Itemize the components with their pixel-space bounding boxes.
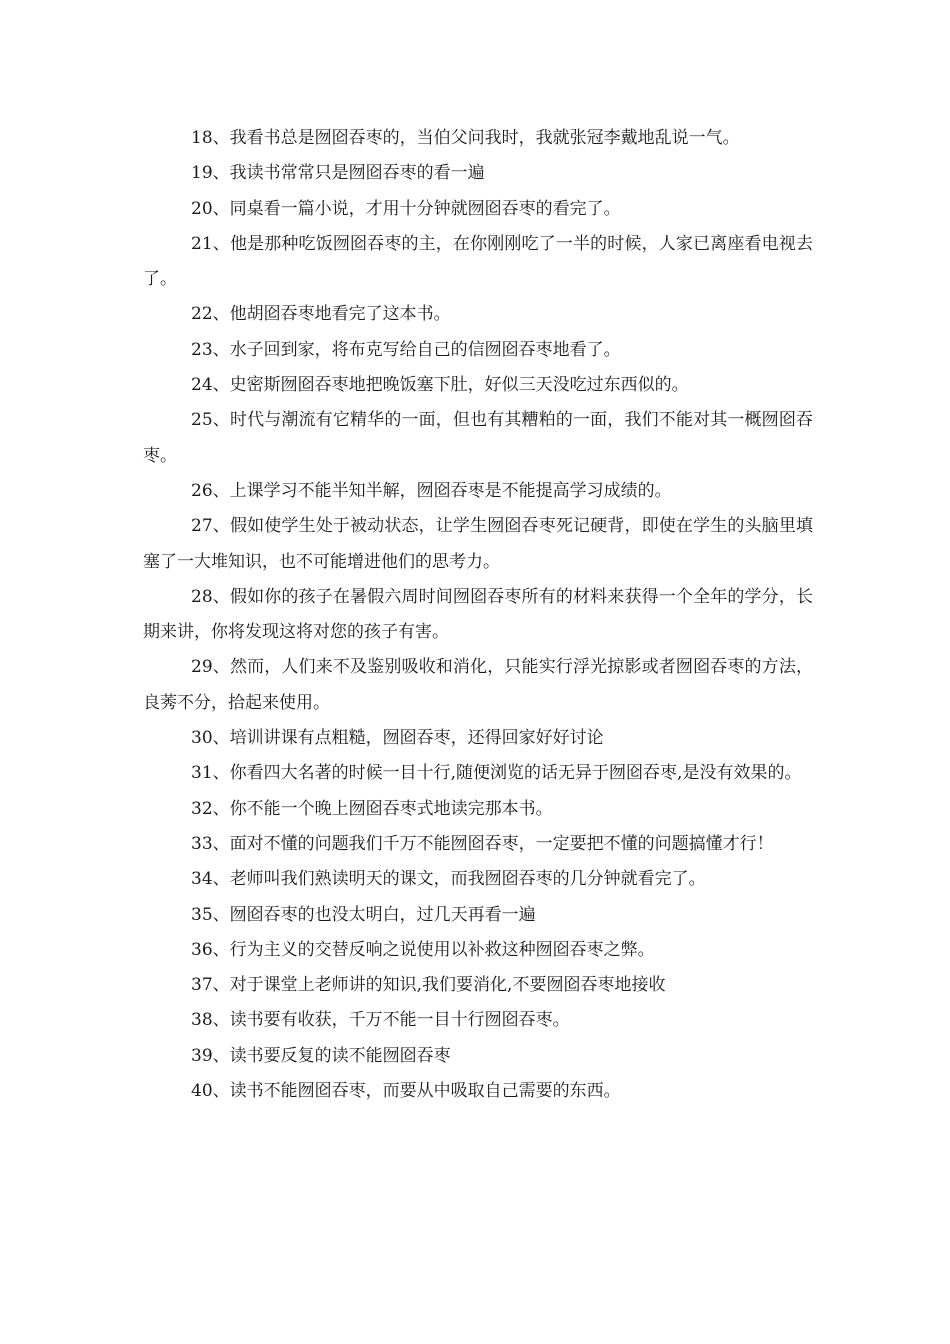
- sentence-paragraph: 25、时代与潮流有它精华的一面，但也有其糟粕的一面，我们不能对其一概囫囵吞枣。: [143, 410, 813, 466]
- sentence-paragraph: 28、假如你的孩子在暑假六周时间囫囵吞枣所有的材料来获得一个全年的学分，长期来讲，你将发现这将对您的孩子有害。: [143, 586, 813, 643]
- sentence-paragraph: 31、你看四大名著的时候一目十行,随便浏览的话无异于囫囵吞枣,是没有效果的。: [191, 763, 802, 784]
- sentence-paragraph: 24、史密斯囫囵吞枣地把晚饭塞下肚，好似三天没吃过东西似的。: [191, 375, 689, 396]
- sentence-paragraph: 20、同桌看一篇小说，才用十分钟就囫囵吞枣的看完了。: [191, 198, 621, 219]
- sentence-paragraph: 27、假如使学生处于被动状态，让学生囫囵吞枣死记硬背，即使在学生的头脑里填塞了一大堆知识，也不可能增进他们的思考力。: [143, 516, 813, 572]
- sentence-paragraph: 38、读书要有收获，千万不能一目十行囫囵吞枣。: [191, 1010, 570, 1031]
- sentence-paragraph: 29、然而，人们来不及鉴别吸收和消化，只能实行浮光掠影或者囫囵吞枣的方法，良莠不分，拾起来使用。: [143, 657, 813, 713]
- document-body: [143, 121, 813, 1109]
- sentence-paragraph: 21、他是那种吃饭囫囵吞枣的主，在你刚刚吃了一半的时候，人家已离座看电视去了。: [143, 233, 813, 290]
- sentence-paragraph: 33、面对不懂的问题我们千万不能囫囵吞枣，一定要把不懂的问题搞懂才行！: [191, 833, 774, 854]
- sentence-paragraph: 36、行为主义的交替反响之说使用以补救这种囫囵吞枣之弊。: [191, 939, 655, 960]
- sentence-paragraph: 35、囫囵吞枣的也没太明白，过几天再看一遍: [191, 904, 536, 925]
- sentence-paragraph: 19、我读书常常只是囫囵吞枣的看一遍: [191, 163, 485, 184]
- sentence-paragraph: 37、对于课堂上老师讲的知识,我们要消化,不要囫囵吞枣地接收: [191, 975, 666, 996]
- sentence-paragraph: 30、培训讲课有点粗糙，囫囵吞枣，还得回家好好讨论: [191, 728, 604, 749]
- sentence-paragraph: 26、上课学习不能半知半解，囫囵吞枣是不能提高学习成绩的。: [191, 480, 672, 501]
- sentence-paragraph: 23、水子回到家，将布克写给自己的信囫囵吞枣地看了。: [191, 339, 621, 360]
- sentence-paragraph: 22、他胡囵吞枣地看完了这本书。: [191, 304, 451, 325]
- sentence-paragraph: 34、老师叫我们熟读明天的课文，而我囫囵吞枣的几分钟就看完了。: [191, 869, 706, 890]
- sentence-paragraph: 40、读书不能囫囵吞枣，而要从中吸取自己需要的东西。: [191, 1081, 621, 1102]
- sentence-paragraph: 18、我看书总是囫囵吞枣的，当伯父问我时，我就张冠李戴地乱说一气。: [191, 128, 740, 148]
- sentence-paragraph: 39、读书要反复的读不能囫囵吞枣: [191, 1045, 451, 1066]
- sentence-paragraph: 32、你不能一个晚上囫囵吞枣式地读完那本书。: [191, 798, 553, 819]
